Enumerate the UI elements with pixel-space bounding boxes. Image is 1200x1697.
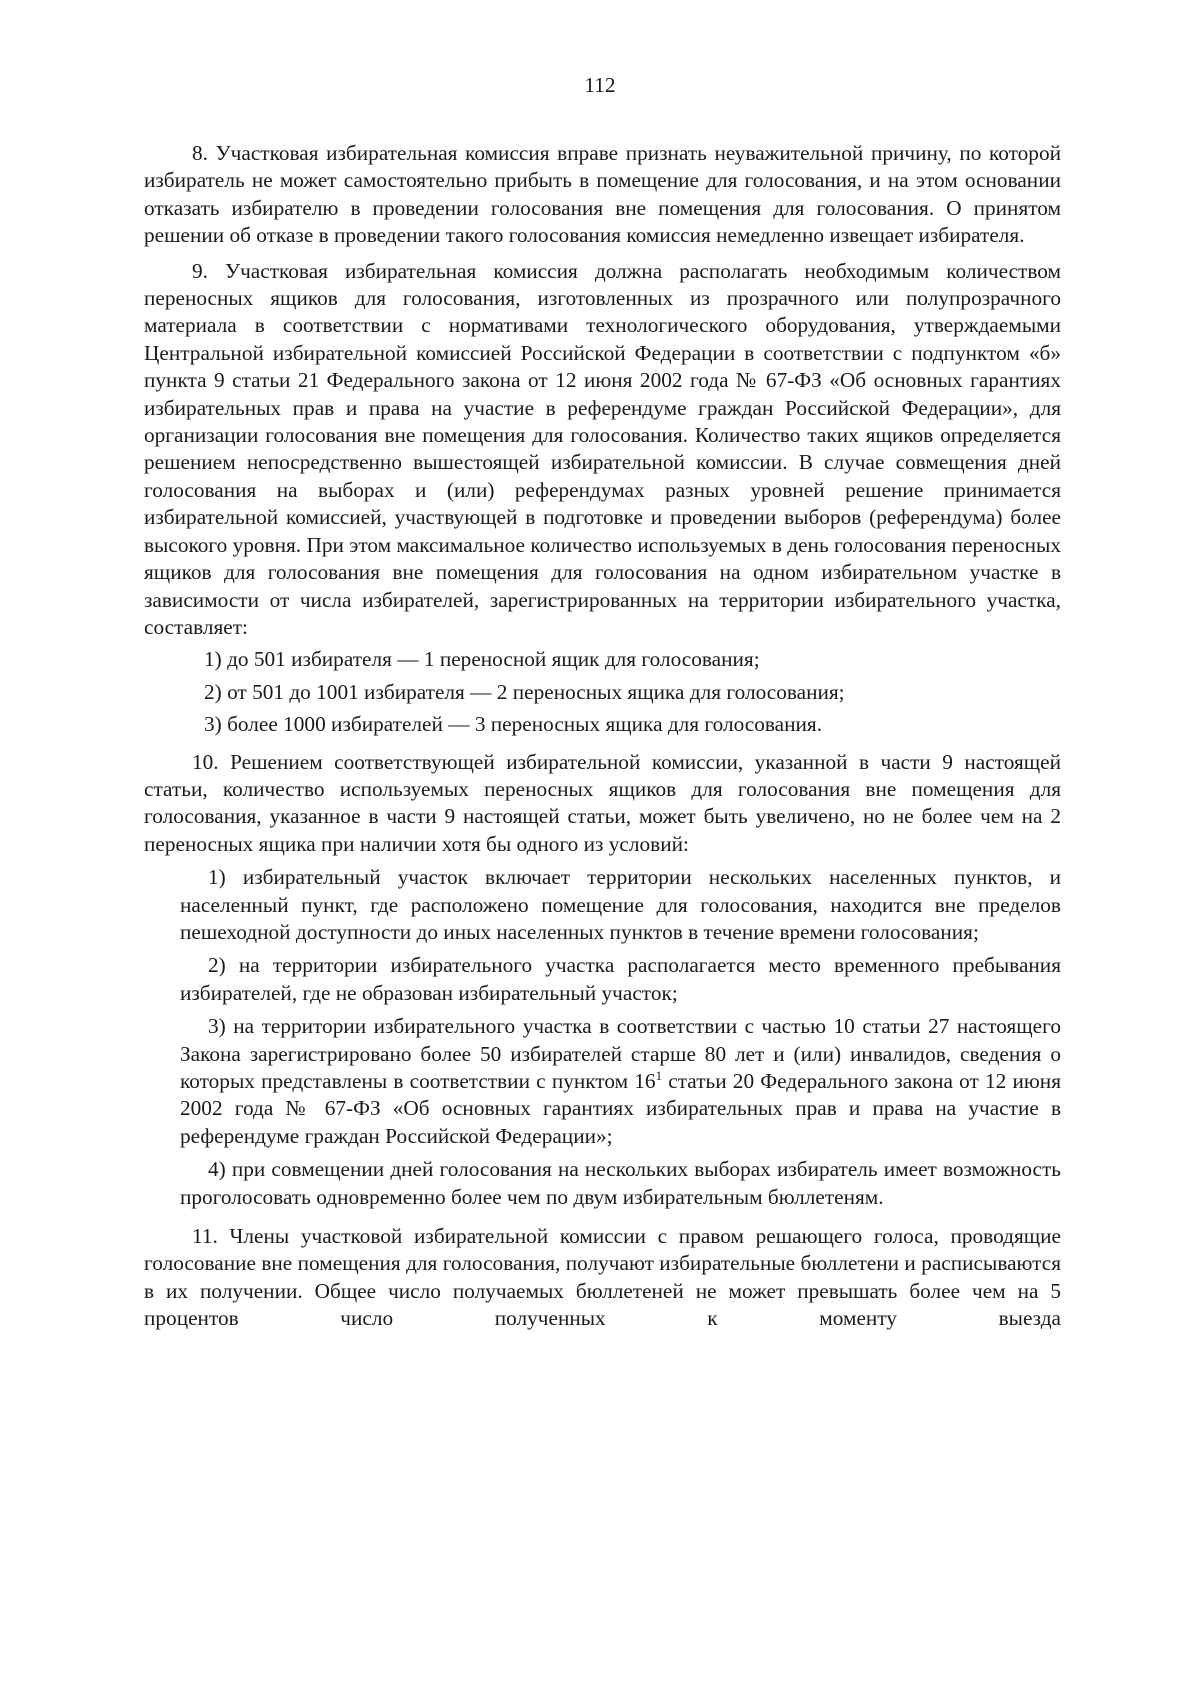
list-item: 1) до 501 избирателя — 1 переносной ящик для голосования; <box>204 647 760 672</box>
list-item: 3) более 1000 избирателей — 3 переносных ящика для голосования. <box>204 712 823 737</box>
page-number: 112 <box>584 73 616 97</box>
list-item: 2) от 501 до 1001 избирателя — 2 переносных ящика для голосования; <box>204 679 845 704</box>
paragraph-9: 9. Участковая избирательная комиссия должна располагать необходимым количеством переносных ящиков для голосования, изготовленных из прозрачного или полупрозрачного материала в соответствии с нормативами технологического оборудования, утверждаемыми Центральной избирательной комиссией Российской Федерации в соответствии с подпунктом «б» пункта 9 статьи 21 Федерального закона от 12 июня 2002 года № 67-ФЗ «Об основных гарантиях избирательных прав и права на участие в референдуме граждан Российской Федерации», для организации голосования вне помещения для голосования. Количество таких ящиков определяется решением непосредственно вышестоящей избирательной комиссии. В случае совмещения дней голосования на выборах и (или) референдумах разных уровней решение принимается избирательной комиссией, участвующей в подготовке и проведении выборов (референдума) более высокого уровня. При этом максимальное количество используемых в день голосования переносных ящиков для голосования вне помещения для голосования на одном избирательном участке в зависимости от числа избирателей, зарегистрированных на территории избирательного участка, составляет: <box>144 258 1061 639</box>
list-item <box>144 864 1061 946</box>
list-item-number: 1) <box>208 865 226 890</box>
list-item-text: при совмещении дней голосования на нескольких выборах избиратель имеет возможность проголосовать одновременно более чем по двум избирательным бюллетеням. <box>180 1157 1061 1209</box>
list-item-number: 3) <box>208 1014 226 1039</box>
list-item-number: 4) <box>208 1157 226 1182</box>
paragraph-8: 8. Участковая избирательная комиссия вправе признать неуважительной причину, по которой избиратель не может самостоятельно прибыть в помещение для голосования, и на этом основании отказать избирателю в проведении голосования вне помещения для голосования. О принятом решении об отказе в проведении такого голосования комиссия немедленно извещает избирателя. <box>144 141 1061 248</box>
list-item <box>144 952 1061 1007</box>
paragraph-10: 10. Решением соответствующей избирательной комиссии, указанной в части 9 настоящей статьи, количество используемых переносных ящиков для голосования вне помещения для голосования, указанное в части 9 настоящей статьи, может быть увеличено, но не более чем на 2 переносных ящика при наличии хотя бы одного из условий: <box>144 749 1061 856</box>
paragraph-10-list <box>144 864 1061 1211</box>
paragraph-11: 11. Члены участковой избирательной комиссии с правом решающего голоса, проводящие голосование вне помещения для голосования, получают избирательные бюллетени и расписываются в их получении. Общее число получаемых бюллетеней не может превышать более чем на 5 процентов число полученных к моменту выезда <box>144 1224 1061 1331</box>
list-item-text: на территории избирательного участка располагается место временного пребывания избирателей, где не образован избирательный участок; <box>180 953 1061 1005</box>
document-body <box>144 140 1061 1341</box>
list-item <box>144 1156 1061 1211</box>
list-item-text: на территории избирательного участка в соответствии с частью 10 статьи 27 настоящего Закона зарегистрировано более 50 избирателей старше 80 лет и (или) инвалидов, сведения о которых представлены в соответствии с пунктом 16 <box>180 1014 1061 1093</box>
list-item-text: избирательный участок включает территории нескольких населенных пунктов, и населенный пункт, где расположено помещение для голосования, находится вне пределов пешеходной доступности до иных населенных пунктов в течение времени голосования; <box>180 865 1062 944</box>
list-item-text: статьи 20 Федерального закона от 12 июня 2002 года № 67-ФЗ «Об основных гарантиях избирательных прав и права на участие в референдуме граждан Российской Федерации»; <box>180 1069 1061 1148</box>
superscript: 1 <box>655 1067 663 1083</box>
list-item <box>144 1013 1061 1150</box>
paragraph-9-list <box>144 646 1061 738</box>
list-item-number: 2) <box>208 953 226 978</box>
